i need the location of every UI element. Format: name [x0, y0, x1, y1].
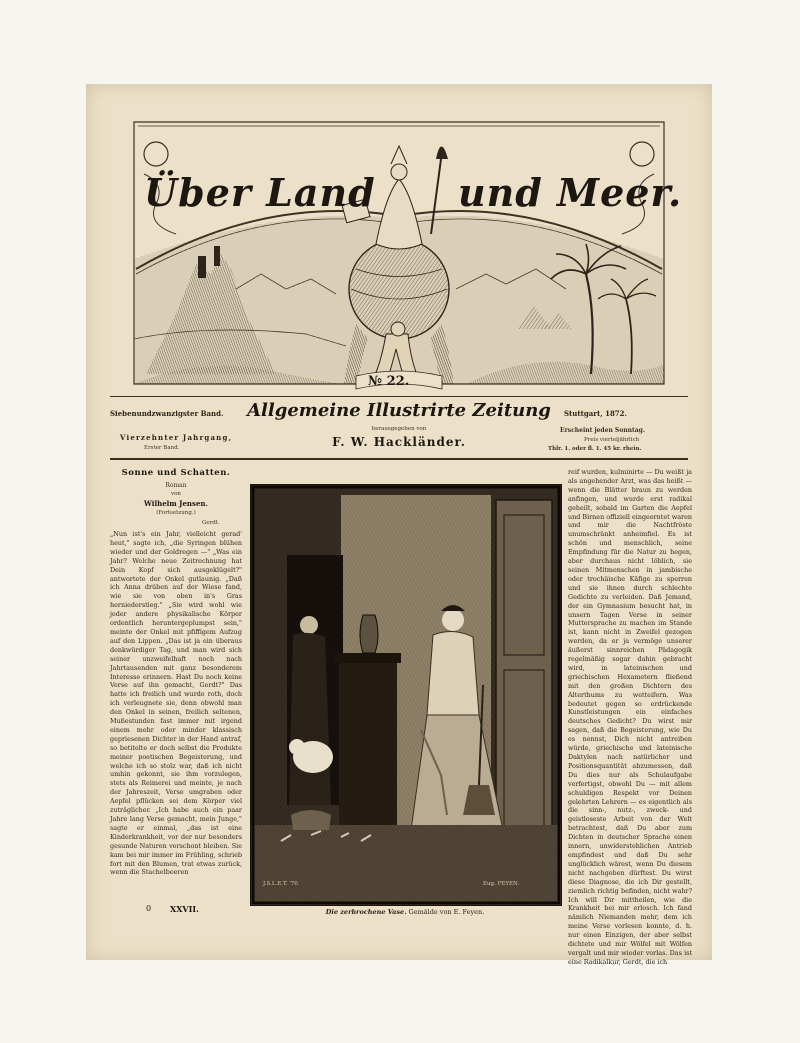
sheet-mark: 0: [146, 904, 152, 913]
first-speaker: Gerdt.: [202, 520, 220, 526]
issue-number: № 22.: [368, 374, 410, 389]
masthead-title-right: und Meer.: [458, 170, 683, 215]
editor-line: herausgegeben von: [371, 426, 427, 432]
engraver-signature: J.S.L.E.T. '70: [263, 881, 298, 887]
volume-part: Erster Band.: [144, 445, 180, 451]
article-column-left: [110, 530, 242, 902]
article-continuation: (Fortsetzung.): [156, 510, 196, 516]
volume-mark: XXVII.: [170, 904, 199, 914]
article-author: Wilhelm Jensen.: [144, 499, 208, 508]
year-course: Vierzehnter Jahrgang,: [120, 433, 233, 442]
masthead-title-left: Über Land: [144, 170, 376, 215]
caption-title: Die zerbrochene Vase.: [325, 908, 407, 916]
price-label: Preis vierteljährlich: [584, 437, 640, 443]
figure-caption: [250, 908, 560, 916]
column-left-text: „Nun ist's ein Jahr, vielleicht gerad' heut," sagte ich, „die Syringen blühen wieder und der Goldregen —" „Was ein Jahr? Welche neue Zeitrechnung hat Dein Kopf sich ausgeklügelt?" antwortete der Onkel gutlaunig. „Daß ich Anna drüben auf der Wiese fand, wie sie von oben in's Gras herniederstieg." „Sie wird wohl wie jeder andere physikalische Körper ordentlich heruntergeplumpst sein," meinte der Onkel mit pfiffigem Aufzug auf den Lippen. „Das ist ja ein überaus denkwürdiger Tag, und man wird sich seiner unzweifelhaft noch nach Jahrtausenden mit ganz besonderem Interesse erinnern. Hast Du noch keine Verse auf ihn gemacht, Gerdt?" Das hatte ich freilich und wurde roth, doch ich verleugnete sie, denn obwohl man den Onkel in seinen, freilich seltenen, Mußestunden fast immer mit irgend einem mehr oder minder klassisch gepriesenen Dichter in der Hand antraf, so betitelte er doch selbst die Produkte meiner poetischen Begeisterung, und welche ich so stolz war, daß ich nicht umhin gekonnt, sie ihm vorzulegen, stets als Reimerei und meinte, je nach der Jahreszeit, Verse umgraben oder Aepfel pflücken sei dem Körper viel zuträglicher. „Ich habe auch ein paar Jahre lang Verse gemacht, mein Junge," sagte er einmal, „das ist eine Kinderkrankheit, vor der nur besonders gesunde Naturen verschont bleiben. Sie kam bei mir immer im Frühling, schrieb fort mit den Blumen, trat etwas zurück, wenn die Stachelbeeren: [110, 530, 242, 877]
newspaper-page: [86, 84, 712, 966]
painter-signature: Eug. FEYEN.: [483, 881, 520, 887]
volume-label: Siebenundzwanzigster Band.: [110, 409, 224, 418]
article-genre: Roman: [165, 482, 187, 489]
article-by: von: [171, 491, 181, 497]
article-title: Sonne und Schatten.: [121, 468, 231, 478]
header-top-rule: [110, 396, 688, 397]
interior-scene-engraving: [251, 485, 561, 905]
editor-name: F. W. Hackländer.: [332, 435, 466, 449]
header-bottom-rule: [110, 458, 688, 460]
masthead-engraving: [86, 84, 712, 394]
column-right-text: reif wurden, kulminirte — Du weißt ja als angehender Arzt, was das heißt — wenn die Blätter braun zu werden anfingen, und wurde erst radikal geheilt, sobald im Garten die Aepfel und Birnen offiziell eingeerntet waren und mir die Nachtfröste unumschränkt anheimfiel. Es ist schön und menschlich, seine Empfindung für die Natur zu hegen, aber durchaus nicht löblich, sie seinen Mitmenschen in jambische oder trochäische Käfige zu sperren und sie ihnen durch schlechte Gedichte zu verleiden. Daß Jemand, der ein Gymnasium besucht hat, in unsern Tagen Verse in seiner Muttersprache zu machen im Stande ist, kann nicht in Zweifel gezogen werden, da er ja vermöge unserer äußerst sinnreichen Pädagogik regelmäßig sogar dahin gebracht wird, in lateinischen und griechischen Hexametern fließend mit den großen Dichtern des Alterthums zu wetteifern. Was bedeutet gegen so erdrückende Kunstleistungen ein einfaches deutsches Gedicht? Du wirst mir sagen, daß die Begeisterung, wie Du es nennst, Dich nicht antreiben würde, griechische und lateinische Daktylen nach natürlicher und Positionsquantität abzumessen, daß Du dies nur als Schulaufgabe verfertigst, obwohl Du — mit allem schuldigen Respekt vor Deinen gelehrten Lehrern — es eigentlich als die sinn-, nutz-, zweck- und geistloseste Arbeit von der Welt betrachtest, daß Du aber zum Dichten in deutscher Sprache einen innern, unwiderstehlichen Antrieb empfindest und daß Du sehr unglücklich wärest, wenn Du diesem nicht nachgeben dürftest. Du wirst diese Diagnose, die ich Dir gestellt, ziemlich richtig befinden, nicht wahr? Ich will Dir mittheilen, wie die Krankheit bei mir erlosch. Ich fand nämlich Niemanden mehr, dem ich meine Verse vorlesen konnte, d. h. nur einen Einzigen, der aber selbst dichtete und mir Wölfel mit Wölfen vergalt und mir wieder vorlas. Das ist eine Radikalkur, Gerdt, die ich: [568, 468, 692, 966]
publication-schedule: Erscheint jeden Sonntag.: [560, 427, 645, 434]
article-column-right: [568, 468, 692, 966]
engraving-illustration: [250, 484, 562, 906]
price: Thlr. 1. oder fl. 1. 45 kr. rhein.: [548, 446, 642, 452]
newspaper-subtitle: Allgemeine Illustrirte Zeitung: [247, 400, 551, 421]
place-date: Stuttgart, 1872.: [564, 409, 627, 418]
caption-credit: Gemälde von E. Feyen.: [408, 908, 485, 916]
